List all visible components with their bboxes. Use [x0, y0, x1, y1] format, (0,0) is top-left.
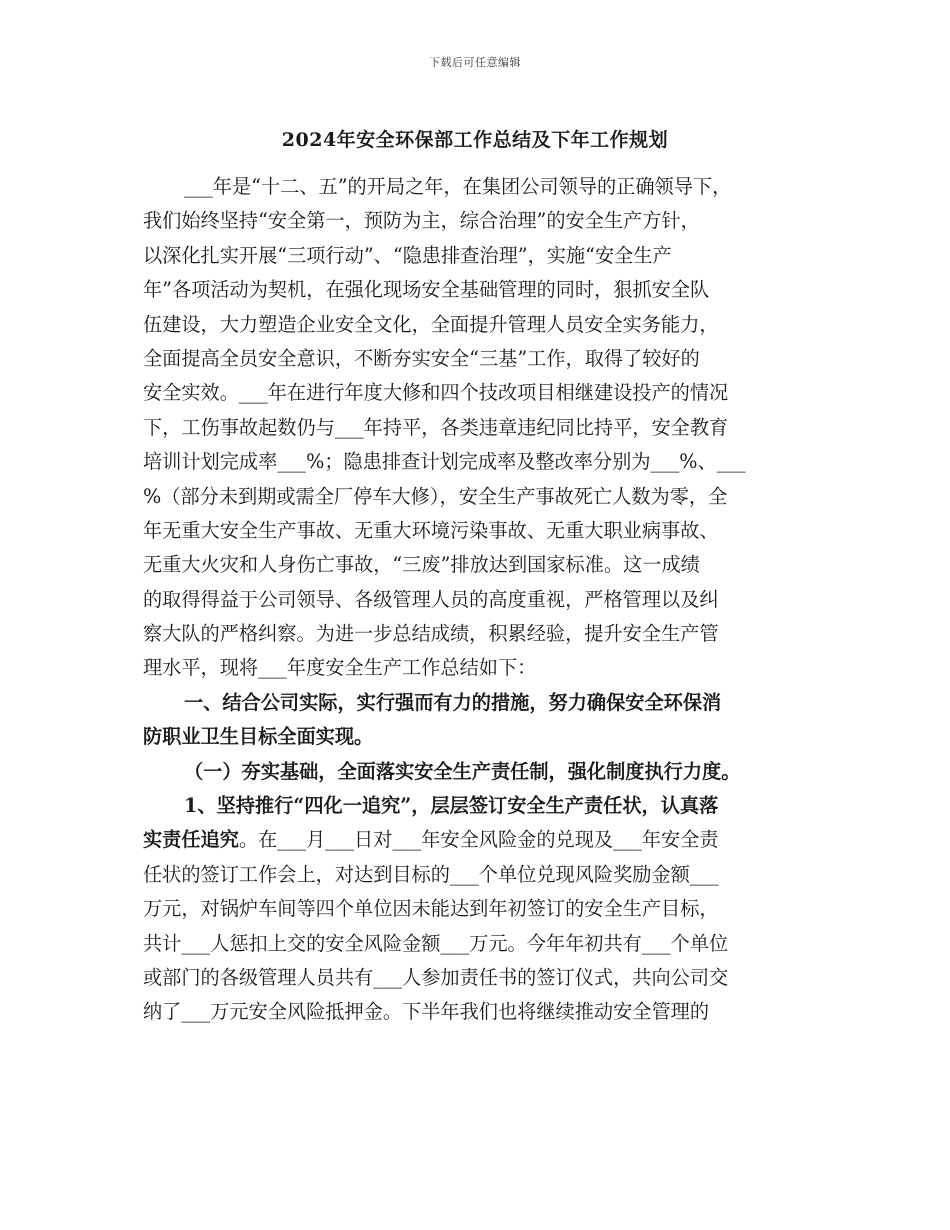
text-line: 万元，对锅炉车间等四个单位因未能达到年初签订的安全生产目标， [143, 897, 719, 921]
text-line: 无重大火灾和人身伤亡事故，“三废”排放达到国家标准。这一成绩 [143, 553, 700, 577]
heading-line: 防职业卫生目标全面实现。 [143, 725, 374, 749]
document-title: 2024年安全环保部工作总结及下年工作规划 [281, 129, 669, 151]
header-note: 下载后可任意编辑 [429, 56, 521, 69]
text-line: 理水平，现将___年度安全生产工作总结如下： [143, 656, 537, 680]
paragraph-responsibility [143, 789, 811, 1030]
text-line: 年”各项活动为契机，在强化现场安全基础管理的同时，狠抓安全队 [143, 278, 710, 302]
section-heading-1 [143, 686, 811, 755]
text-line: 的取得得益于公司领导、各级管理人员的高度重视，严格管理以及纠 [143, 587, 719, 611]
text-line: 共计___人惩扣上交的安全风险金额___万元。今年年初共有___个单位 [143, 931, 729, 955]
paragraph-intro [143, 170, 811, 686]
text-line: 伍建设，大力塑造企业安全文化，全面提升管理人员安全实务能力， [143, 312, 719, 336]
text-line: 察大队的严格纠察。为进一步总结成绩，积累经验，提升安全生产管 [143, 622, 719, 646]
text-line: 或部门的各级管理人员共有___人参加责任书的签订仪式，共向公司交 [143, 965, 729, 989]
text-line: 年无重大安全生产事故、无重大环境污染事故、无重大职业病事故、 [143, 518, 719, 542]
text-line: 我们始终坚持“安全第一，预防为主，综合治理”的安全生产方针， [143, 209, 700, 233]
bold-lead-line: 1、坚持推行“四化一追究”，层层签订安全生产责任状，认真落 [184, 794, 719, 818]
text-line: %（部分未到期或需全厂停车大修），安全生产事故死亡人数为零，全 [143, 484, 728, 508]
text-line: 全面提高全员安全意识，不断夯实安全“三基”工作，取得了较好的 [143, 346, 700, 370]
text-line: 下，工伤事故起数仍与___年持平，各类违章违纪同比持平，安全教育 [143, 415, 729, 439]
text-line: 培训计划完成率___%；隐患排查计划完成率及整改率分别为___%、___ [143, 450, 746, 474]
text-line: 任状的签订工作会上，对达到目标的___个单位兑现风险奖励金额___ [143, 862, 719, 886]
heading-line: 一、结合公司实际，实行强而有力的措施，努力确保安全环保消 [184, 690, 722, 714]
subsection-heading-1 [143, 755, 811, 789]
text-line: ___年是“十二、五”的开局之年，在集团公司领导的正确领导下， [184, 175, 732, 198]
text-continuation: 。在___月___日对___年安全风险金的兑现及___年安全责 [238, 828, 719, 852]
subheading-line: （一）夯实基础，全面落实安全生产责任制，强化制度执行力度。 [184, 759, 741, 783]
text-line [143, 823, 811, 857]
text-line: 纳了___万元安全风险抵押金。下半年我们也将继续推动安全管理的 [143, 1000, 710, 1024]
bold-lead-text: 实责任追究 [143, 828, 239, 852]
text-line: 安全实效。___年在进行年度大修和四个技改项目相继建设投产的情况 [143, 381, 729, 405]
document-body [143, 170, 811, 1030]
text-line: 以深化扎实开展“三项行动”、“隐患排查治理”，实施“安全生产 [143, 243, 672, 267]
